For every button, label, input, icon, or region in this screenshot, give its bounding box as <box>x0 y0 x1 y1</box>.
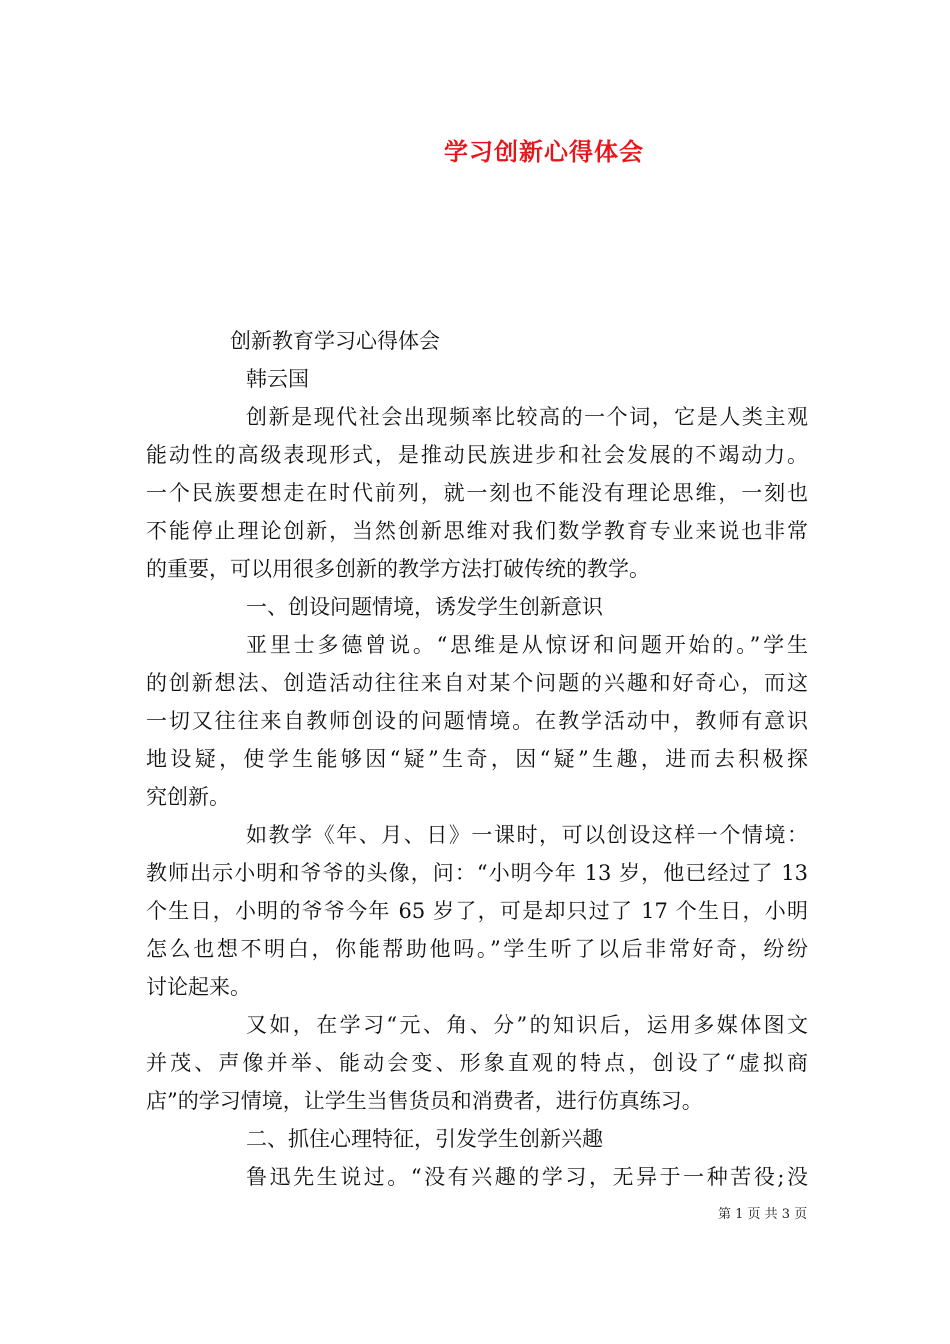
text-line: 究创新。 <box>146 785 230 809</box>
section-heading: 二、抓住心理特征，引发学生创新兴趣 <box>246 1127 603 1151</box>
text-line: 不能停止理论创新，当然创新思维对我们数学教育专业来说也非常 <box>146 519 808 543</box>
text-line: 又如，在学习“元、角、分”的知识后，运用多媒体图文 <box>246 1013 808 1037</box>
text-line: 店”的学习情境，让学生当售货员和消费者，进行仿真练习。 <box>146 1089 703 1113</box>
text-line: 个生日，小明的爷爷今年 65 岁了，可是却只过了 17 个生日，小明 <box>146 899 808 923</box>
text-line: 地设疑，使学生能够因“疑”生奇，因“疑”生趣，进而去积极探 <box>146 747 808 771</box>
text-line: 一切又往往来自教师创设的问题情境。在教学活动中，教师有意识 <box>146 709 808 733</box>
text-line: 怎么也想不明白，你能帮助他吗。”学生听了以后非常好奇，纷纷 <box>146 937 808 961</box>
document-title: 学习创新心得体会 <box>444 138 644 166</box>
text-line: 的创新想法、创造活动往往来自对某个问题的兴趣和好奇心，而这 <box>146 671 808 695</box>
text-line: 的重要，可以用很多创新的教学方法打破传统的教学。 <box>146 557 650 581</box>
text-line: 教师出示小明和爷爷的头像，问：“小明今年 13 岁，他已经过了 13 <box>146 861 808 885</box>
text-line: 能动性的高级表现形式，是推动民族进步和社会发展的不竭动力。 <box>146 443 808 467</box>
text-line: 一个民族要想走在时代前列，就一刻也不能没有理论思维，一刻也 <box>146 481 808 505</box>
author-line: 韩云国 <box>246 367 309 391</box>
text-line: 创新是现代社会出现频率比较高的一个词，它是人类主观 <box>246 405 808 429</box>
subtitle-line: 创新教育学习心得体会 <box>230 329 440 353</box>
document-body <box>146 322 808 1196</box>
text-line: 鲁迅先生说过。“没有兴趣的学习，无异于一种苦役;没 <box>246 1165 808 1189</box>
text-line: 如教学《年、月、日》一课时，可以创设这样一个情境： <box>246 823 808 847</box>
section-heading: 一、创设问题情境，诱发学生创新意识 <box>246 595 603 619</box>
page-number: 第 1 页 共 3 页 <box>718 1207 808 1222</box>
text-line: 亚里士多德曾说。“思维是从惊讶和问题开始的。”学生 <box>246 633 808 657</box>
text-line: 讨论起来。 <box>146 975 251 999</box>
text-line: 并茂、声像并举、能动会变、形象直观的特点，创设了“虚拟商 <box>146 1051 808 1075</box>
